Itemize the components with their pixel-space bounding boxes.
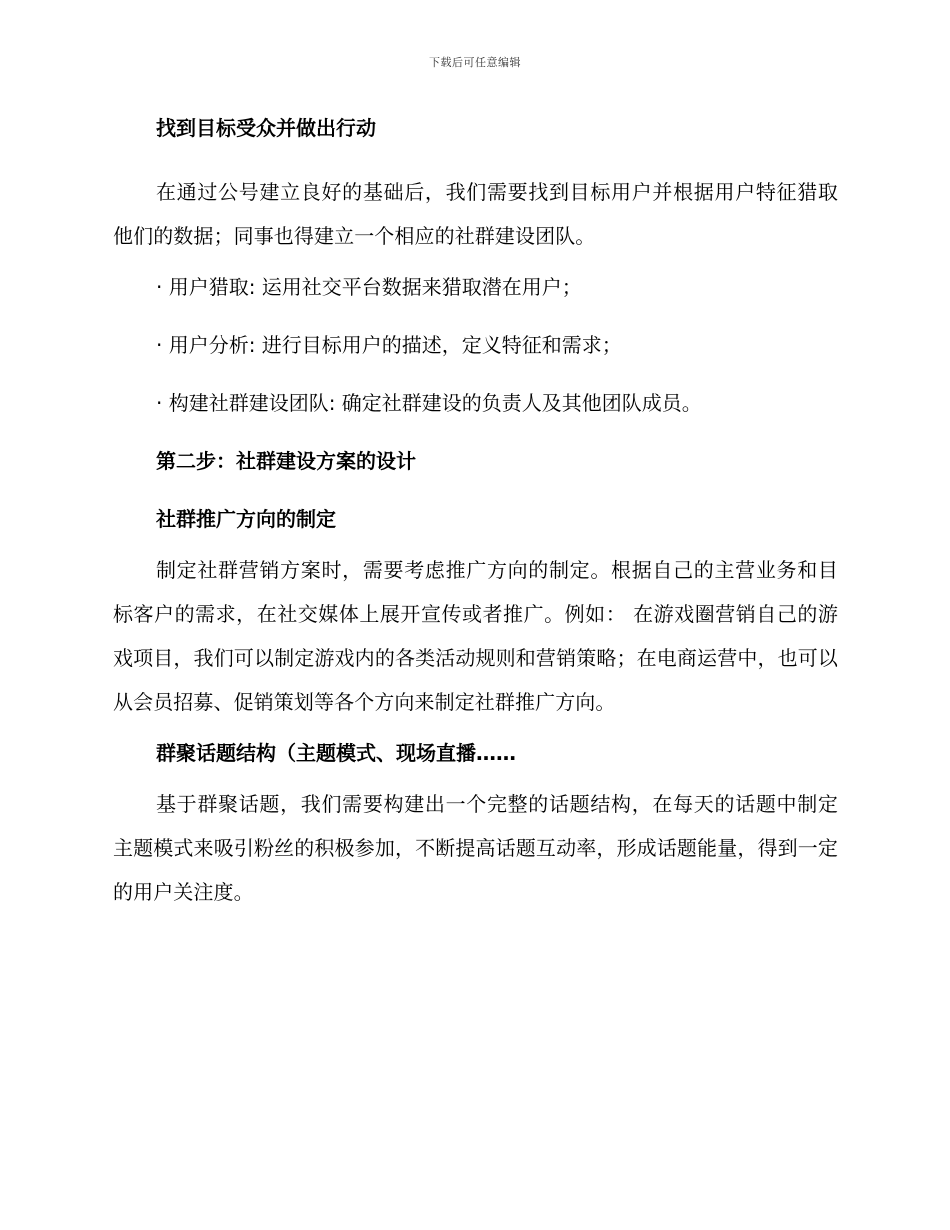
- section-heading-target-audience: 找到目标受众并做出行动: [156, 116, 376, 140]
- bullet-build-team: · 构建社群建设团队: 确定社群建设的负责人及其他团队成员。: [156, 391, 702, 415]
- section-heading-step-two: 第二步：社群建设方案的设计: [156, 449, 416, 473]
- bullet-user-analysis: · 用户分析: 进行目标用户的描述，定义特征和需求；: [156, 333, 622, 357]
- paragraph-topic-structure: 基于群聚话题，我们需要构建出一个完整的话题结构，在每天的话题中制定主题模式来吸引粉丝的积极参加，不断提高话题互动率，形成话题能量，得到一定的用户关注度。: [113, 792, 838, 904]
- paragraph-target-users: 在通过公号建立良好的基础后，我们需要找到目标用户并根据用户特征猎取他们的数据；同事也得建立一个相应的社群建设团队。: [113, 180, 838, 248]
- paragraph-promotion-direction: 制定社群营销方案时，需要考虑推广方向的制定。根据自己的主营业务和目标客户的需求，在社交媒体上展开宣传或者推广。例如： 在游戏圈营销自己的游戏项目，我们可以制定游戏内的各类活动规则和营销策略；在电商运营中，也可以从会员招募、促销策划等各个方向来制定社群推广方向。: [113, 558, 838, 714]
- bullet-user-acquisition: · 用户猎取: 运用社交平台数据来猎取潜在用户；: [156, 275, 582, 299]
- section-heading-promotion-direction: 社群推广方向的制定: [156, 507, 336, 531]
- header-note: 下载后可任意编辑: [429, 56, 521, 69]
- section-heading-topic-structure: 群聚话题结构（主题模式、现场直播……: [156, 741, 516, 765]
- document-body: [113, 113, 838, 914]
